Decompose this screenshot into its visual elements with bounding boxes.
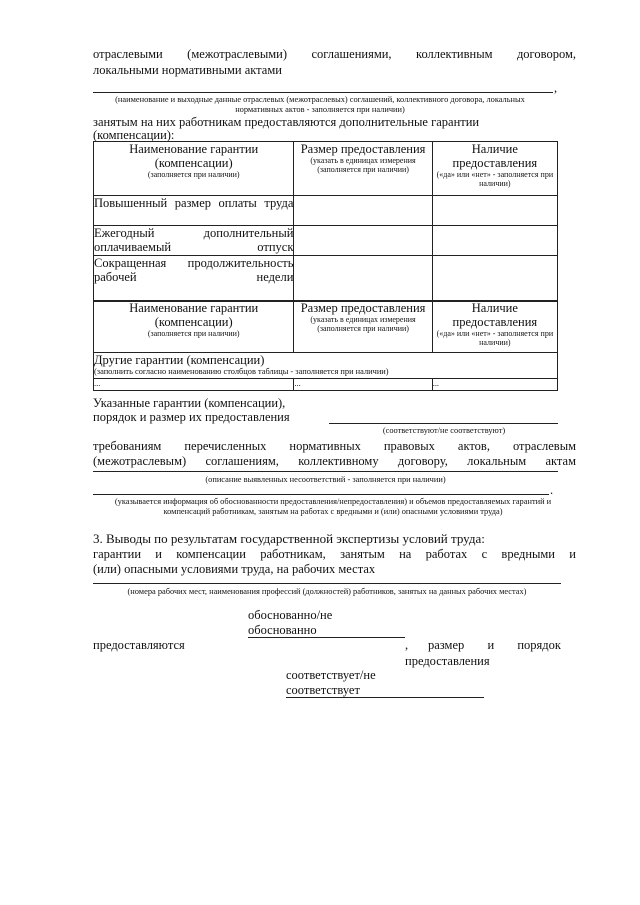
row-size-cell[interactable] — [294, 196, 432, 226]
conclusions-text-2: (или) опасными условиями труда, на рабочих местах — [93, 562, 376, 576]
fill-line — [93, 583, 561, 584]
row-size-cell[interactable] — [294, 226, 432, 256]
intro-line-2: локальными нормативными актами — [93, 63, 282, 77]
requirements-line-2: (межотраслевым) соглашениям, коллективному договору, локальным актам — [93, 454, 576, 468]
fill-line — [93, 92, 553, 93]
row-availability-cell[interactable] — [432, 226, 557, 256]
match-line-2: соответствует — [286, 683, 360, 697]
fill-line — [329, 423, 558, 424]
table-row — [94, 256, 558, 302]
row-availability-cell[interactable] — [432, 196, 557, 226]
period: . — [550, 483, 554, 497]
indicated-line-2: порядок и размер их предоставления — [93, 410, 290, 424]
provided-comma: , — [405, 638, 409, 652]
intro-line-1: отраслевыми (межотраслевыми) соглашениями, коллективным договором, — [93, 47, 576, 61]
ellipsis-cell[interactable]: ... — [94, 379, 294, 391]
table-row — [94, 379, 558, 391]
table-row — [94, 196, 558, 226]
fill-line — [93, 471, 558, 472]
other-guarantees-table — [93, 300, 558, 391]
intro-comma: , — [554, 81, 558, 95]
other-guarantees-row: Другие гарантии (компенсации) (заполнить согласно наименованию столбцов таблицы - заполняется при наличии) — [94, 353, 558, 379]
row-name: Сокращенная продолжительность рабочей недели — [94, 256, 294, 302]
intro-line-4: (компенсации): — [93, 128, 175, 142]
ellipsis-cell[interactable]: ... — [294, 379, 432, 391]
guarantees-table — [93, 141, 558, 302]
note-info: (указывается информация об обоснованности предоставления/непредоставления) и объемов предоставляемых гарантий и компенсаций работникам, занятым на работах с вредными и (или) опасными условиями труда) — [114, 497, 552, 516]
row-size-cell[interactable] — [294, 256, 432, 302]
header-availability: Наличие предоставления («да» или «нет» - заполняется при наличии) — [432, 301, 557, 353]
size-order-line-2: предоставления — [405, 654, 490, 668]
note-match: (соответствуют/не соответствуют) — [382, 426, 506, 435]
header-size: Размер предоставления (указать в единицах измерения (заполняется при наличии) — [294, 142, 432, 196]
intro-line-3: занятым на них работникам предоставляются дополнительные гарантии — [93, 115, 480, 129]
header-name: Наименование гарантии (компенсации) (заполняется при наличии) — [94, 301, 294, 353]
conclusions-heading: 3. Выводы по результатам государственной экспертизы условий труда: — [93, 531, 485, 546]
justified-line-2: обоснованно — [248, 623, 317, 637]
provided-label: предоставляются — [93, 638, 185, 652]
indicated-line-1: Указанные гарантии (компенсации), — [93, 396, 286, 410]
note-discrepancy: (описание выявленных несоответствий - заполняется при наличии) — [205, 475, 446, 484]
header-availability: Наличие предоставления («да» или «нет» - заполняется при наличии) — [432, 142, 557, 196]
table-row — [94, 226, 558, 256]
ellipsis-cell[interactable]: ... — [432, 379, 557, 391]
row-name: Повышенный размер оплаты труда — [94, 196, 294, 226]
conclusions-text-1: гарантии и компенсации работникам, занятым на работах с вредными и — [93, 547, 576, 561]
size-order-line-1: размер и порядок — [428, 638, 561, 652]
row-name: Ежегодный дополнительный оплачиваемый отпуск — [94, 226, 294, 254]
table-row — [94, 353, 558, 379]
header-name: Наименование гарантии (компенсации) (заполняется при наличии) — [94, 142, 294, 196]
note-workplaces: (номера рабочих мест, наименования профессий (должностей) работников, занятых на данных рабочих местах) — [127, 587, 527, 596]
match-line-1: соответствует/не — [286, 668, 376, 682]
header-size: Размер предоставления (указать в единицах измерения (заполняется при наличии) — [294, 301, 432, 353]
requirements-line-1: требованиям перечисленных нормативных правовых актов, отраслевым — [93, 439, 576, 453]
justified-line-1: обоснованно/не — [248, 608, 333, 622]
intro-note: (наименование и выходные данные отраслевых (межотраслевых) соглашений, коллективного договора, локальных нормативных актов - заполняется при наличии) — [115, 95, 525, 114]
fill-line — [248, 637, 405, 638]
fill-line — [93, 494, 549, 495]
fill-line — [286, 697, 484, 698]
row-availability-cell[interactable] — [432, 256, 557, 302]
